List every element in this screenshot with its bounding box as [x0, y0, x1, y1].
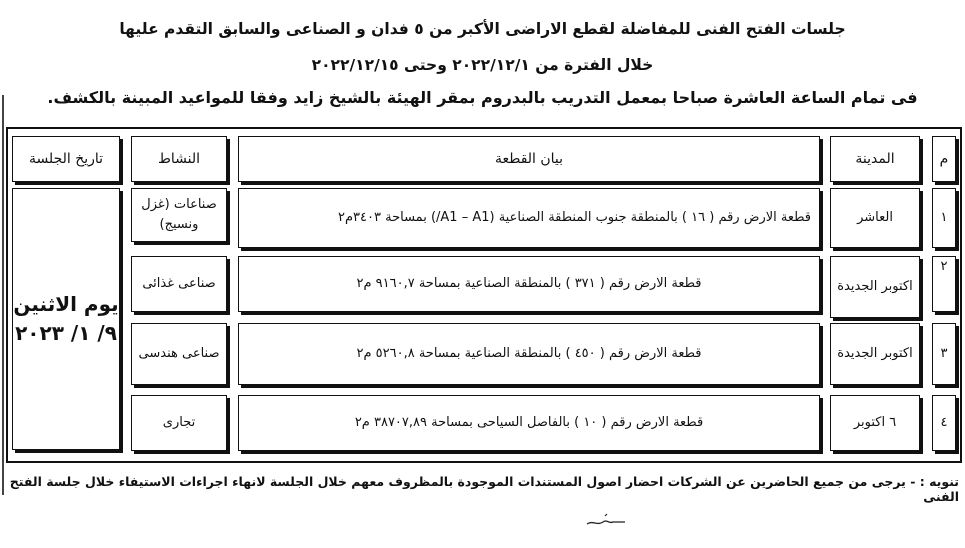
header-session-date: تاريخ الجلسة: [12, 136, 120, 182]
title-line-2: خلال الفترة من ٢٠٢٢/١٢/١ وحتى ٢٠٢٢/١٢/١٥: [311, 56, 654, 74]
row-2-activity: صناعى غذائى: [131, 256, 227, 312]
title-line-1: جلسات الفتح الفنى للمفاضلة لقطع الاراضى الأكبر من ٥ فدان و الصناعى والسابق التقدم عليها: [119, 20, 846, 38]
row-4-city: ٦ اكتوبر: [830, 395, 920, 451]
row-1-activity: صناعات (غزل ونسيج): [131, 188, 227, 242]
title-line-3: فى تمام الساعة العاشرة صباحا بمعمل التدريب بالبدروم بمقر الهيئة بالشيخ زايد وفقا للمواعيد المبينة بالكشف.: [47, 88, 918, 107]
header-num: م: [932, 136, 956, 182]
row-4-plot: قطعة الارض رقم ( ١٠ ) بالفاصل السياحى بمساحة ٣٨٧٠٧,٨٩ م٢: [238, 395, 820, 451]
row-3-activity: صناعى هندسى: [131, 323, 227, 385]
row-1-num: ١: [932, 188, 956, 248]
row-4-activity: تجارى: [131, 395, 227, 451]
row-2-num: ٢: [932, 256, 956, 312]
sessions-table: [6, 127, 962, 463]
signature-mark: [585, 510, 627, 530]
header-city: المدينة: [830, 136, 920, 182]
row-4-num: ٤: [932, 395, 956, 451]
session-date-cell: [12, 188, 120, 450]
header-activity: النشاط: [131, 136, 227, 182]
session-date: ٩/ ١/ ٢٠٢٣: [15, 321, 117, 345]
header-plot: بيان القطعة: [238, 136, 820, 182]
row-3-city: اكتوبر الجديدة: [830, 323, 920, 385]
row-1-plot: قطعة الارض رقم ( ١٦ ) بالمنطقة جنوب المنطقة الصناعية (A1 – A1/) بمساحة ٣٤٠٣م٢: [238, 188, 820, 248]
row-2-city: اكتوبر الجديدة: [830, 256, 920, 318]
row-1-city: العاشر: [830, 188, 920, 248]
row-2-plot: قطعة الارض رقم ( ٣٧١ ) بالمنطقة الصناعية بمساحة ٩١٦٠,٧ م٢: [238, 256, 820, 312]
row-3-plot: قطعة الارض رقم ( ٤٥٠ ) بالمنطقة الصناعية بمساحة ٥٢٦٠,٨ م٢: [238, 323, 820, 385]
notice-text: تنويه : - يرجى من جميع الحاضرين عن الشركات احضار اصول المستندات الموجودة بالمظروف معهم خلال الجلسة لانهاء اجراءات الاستيفاء خلال جلسة الفتح الفنى: [9, 474, 959, 504]
page-edge-line: [2, 95, 4, 495]
session-day: يوم الاثنين: [13, 292, 119, 316]
row-3-num: ٣: [932, 323, 956, 385]
